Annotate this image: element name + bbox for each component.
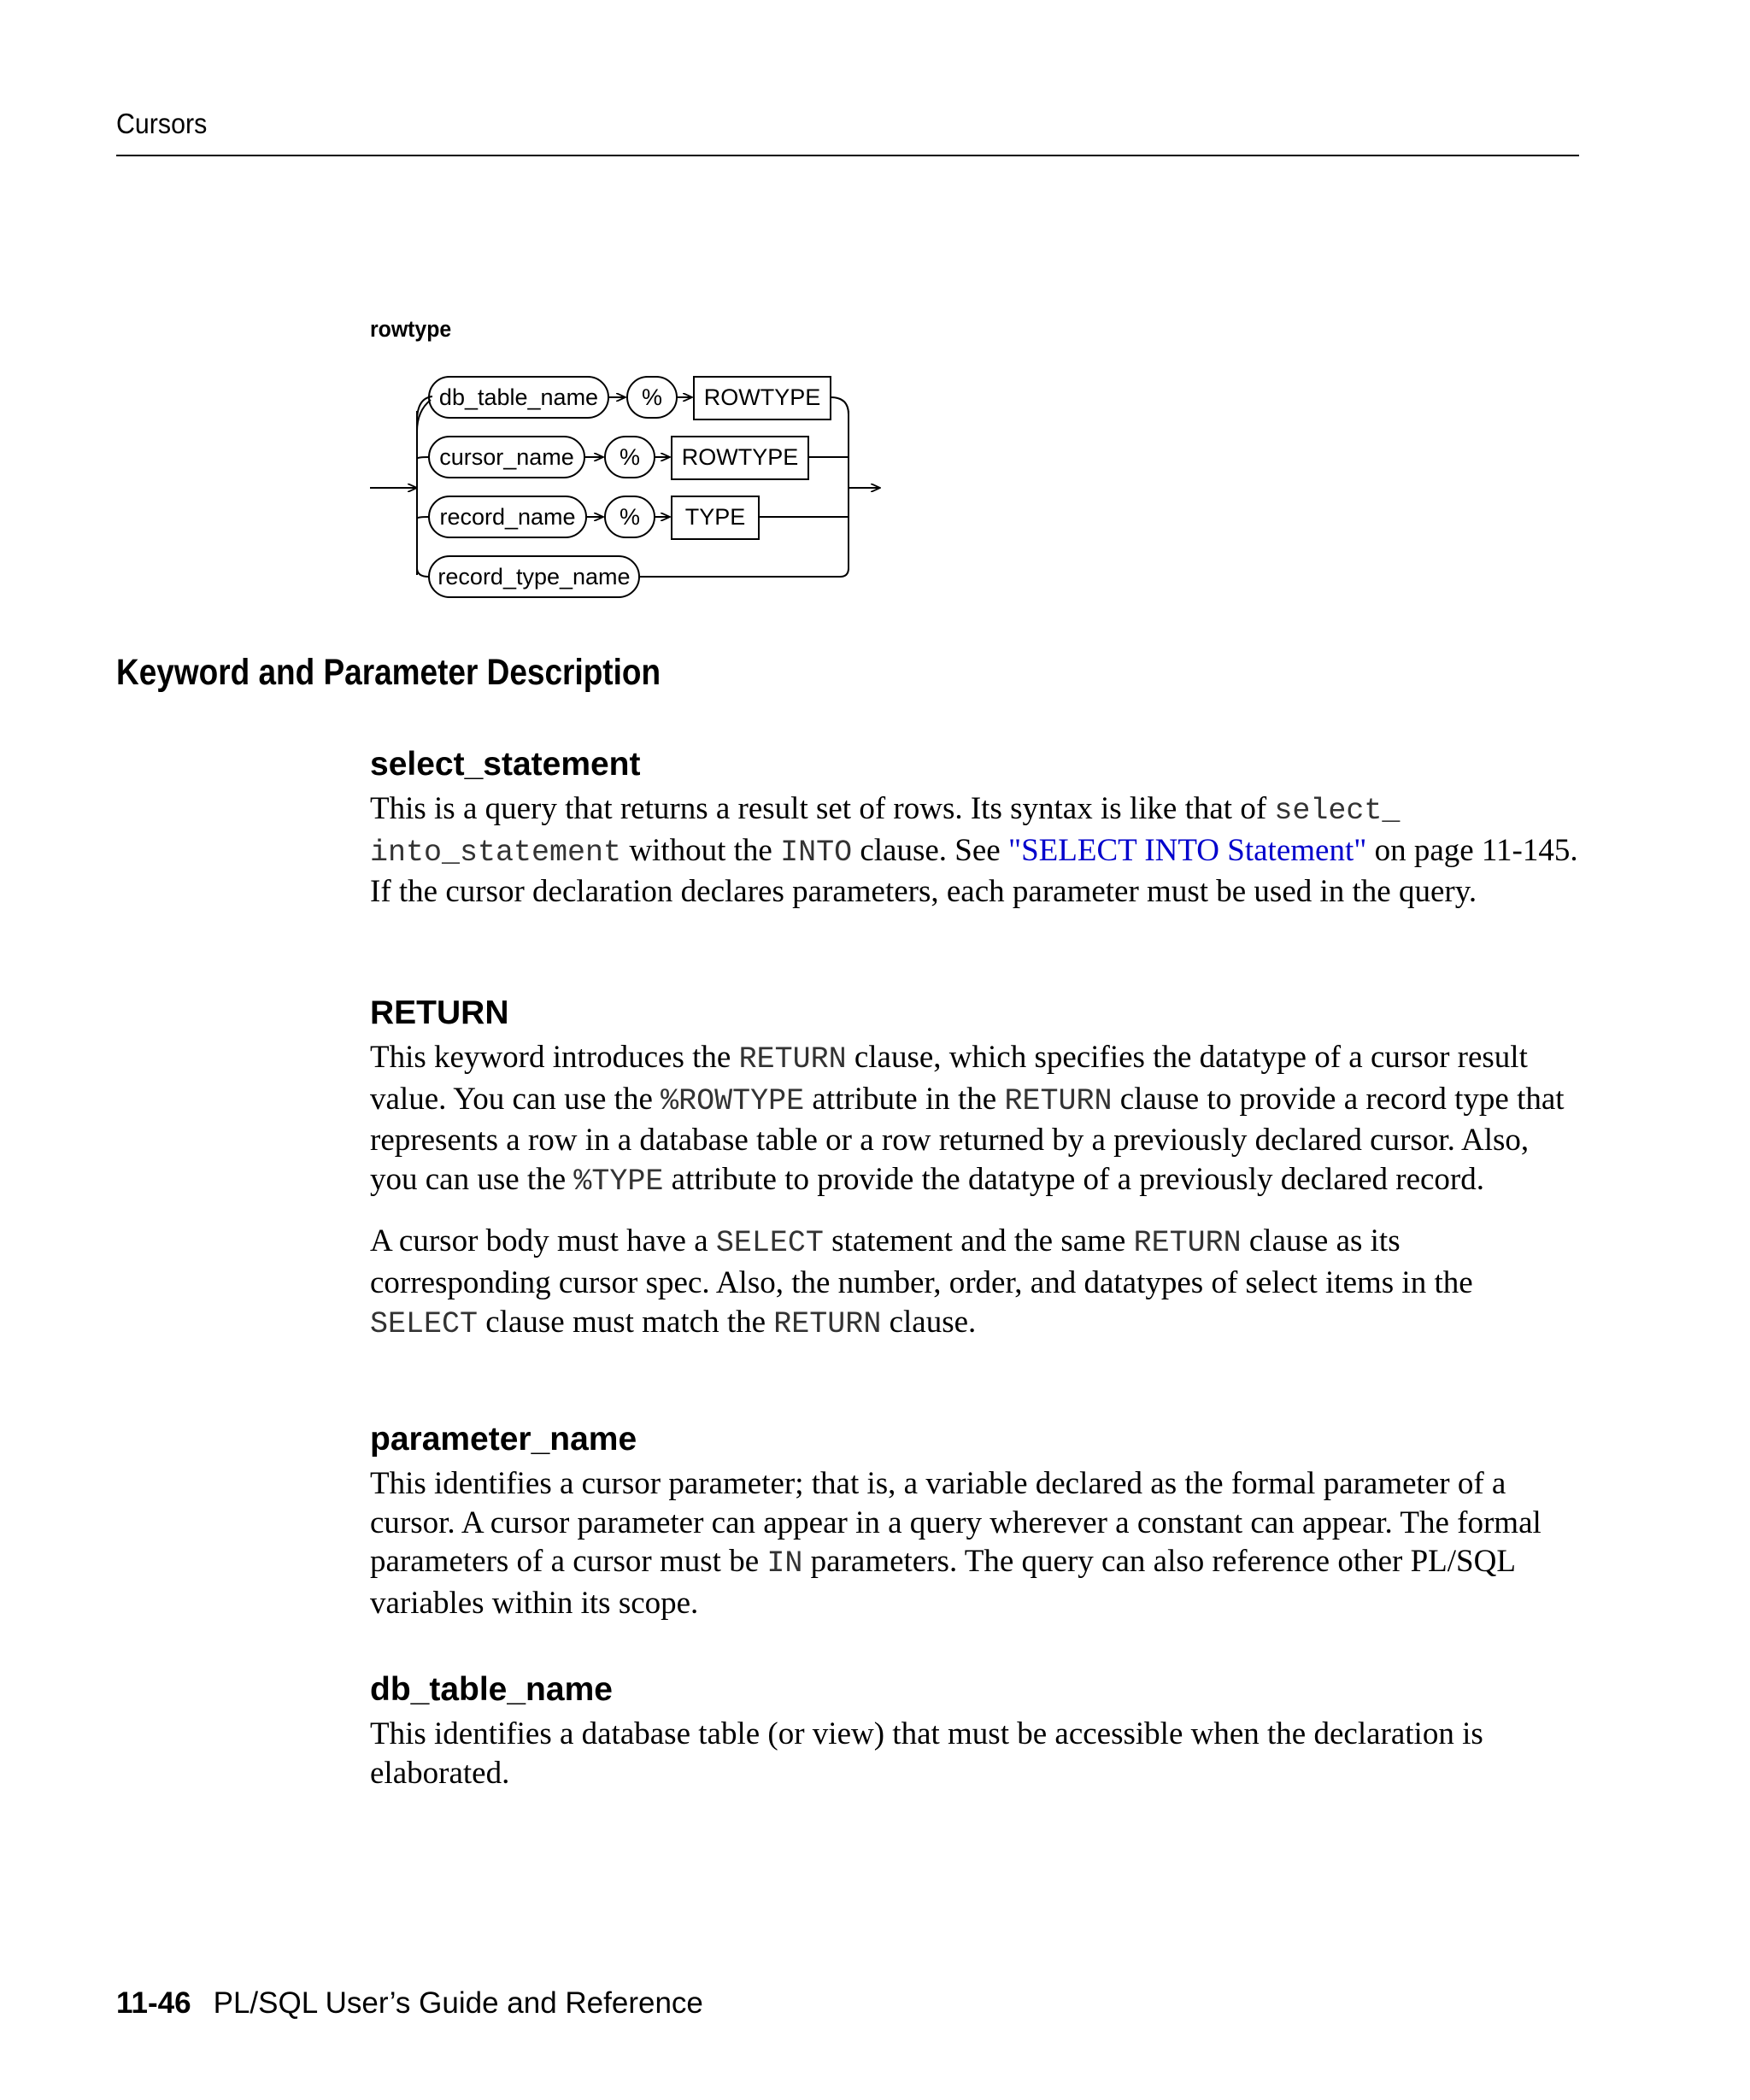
percent-label-2: % — [619, 444, 641, 470]
code-term: SELECT — [715, 1226, 824, 1261]
code-term: INTO — [780, 835, 853, 870]
entry-db-table-name — [370, 1670, 1583, 1813]
entry-body: This identifies a database table (or view) that must be accessible when the declaration is elaborated. — [370, 1716, 1483, 1791]
book-title: PL/SQL User’s Guide and Reference — [213, 1986, 703, 2020]
entry-title: select_statement — [370, 746, 641, 783]
page-number: 11-46 — [116, 1986, 191, 2020]
code-term: select_ — [1274, 794, 1401, 828]
code-term: RETURN — [773, 1306, 882, 1341]
code-term: RETURN — [738, 1042, 847, 1076]
record-name-label: record_name — [439, 504, 576, 530]
db-table-name-label: db_table_name — [438, 384, 599, 410]
header-rule — [116, 155, 1579, 156]
code-term: into_statement — [370, 835, 622, 870]
code-term: %ROWTYPE — [661, 1083, 805, 1118]
type-label: TYPE — [684, 504, 746, 530]
diagram-title: rowtype — [370, 316, 452, 342]
running-head: Cursors — [116, 108, 208, 139]
record-type-name-label: record_type_name — [438, 564, 631, 590]
entry-body: A cursor body must have a SELECT statement and the same RETURN clause as its corresponding cursor spec. Also, the number, order, and datatypes of select items in the SELECT clause must match the RETURN clause. — [370, 1223, 1473, 1341]
select-into-statement-link[interactable]: "SELECT INTO Statement" — [1007, 832, 1367, 868]
entry-body: This keyword introduces the RETURN clause, which specifies the datatype of a cursor result value. You can use the %ROWTYPE attribute in the RETURN clause to provide a record type that represents a row in a database table or a row returned by a previously declared cursor. Also, you can use the %TYPE attribute to provide the datatype of a previously declared record. — [370, 1040, 1565, 1199]
rowtype-label-2: ROWTYPE — [681, 444, 799, 470]
entry-title: parameter_name — [370, 1421, 637, 1458]
code-term: SELECT — [370, 1306, 479, 1341]
entry-body: This is a query that returns a result set of rows. Its syntax is like that of select_ into_statement without the INTO clause. See "SELECT INTO Statement" on page 11-145. If the cursor declaration declares parameters, each parameter must be used in the query. — [370, 791, 1578, 910]
rowtype-label-1: ROWTYPE — [703, 384, 821, 410]
entry-title: RETURN — [370, 994, 509, 1031]
code-term: %TYPE — [573, 1164, 664, 1199]
entry-select-statement — [370, 745, 1583, 932]
code-term: RETURN — [1004, 1083, 1113, 1118]
entry-title: db_table_name — [370, 1671, 613, 1708]
code-term: IN — [766, 1546, 803, 1581]
percent-label-1: % — [641, 384, 663, 410]
percent-label-3: % — [619, 504, 641, 530]
entry-parameter-name — [370, 1420, 1583, 1643]
section-title: Keyword and Parameter Description — [116, 652, 661, 693]
code-term: RETURN — [1133, 1226, 1242, 1261]
rowtype-syntax-diagram — [359, 363, 906, 611]
entry-return — [370, 994, 1583, 1364]
entry-body: This identifies a cursor parameter; that is, a variable declared as the formal parameter of a cursor. A cursor parameter can appear in a query wherever a constant can appear. The formal parameters of a cursor must be IN parameters. The query can also reference other PL/SQL variables within its scope. — [370, 1466, 1542, 1621]
page-footer — [116, 1986, 703, 2021]
cursor-name-label: cursor_name — [439, 444, 574, 470]
